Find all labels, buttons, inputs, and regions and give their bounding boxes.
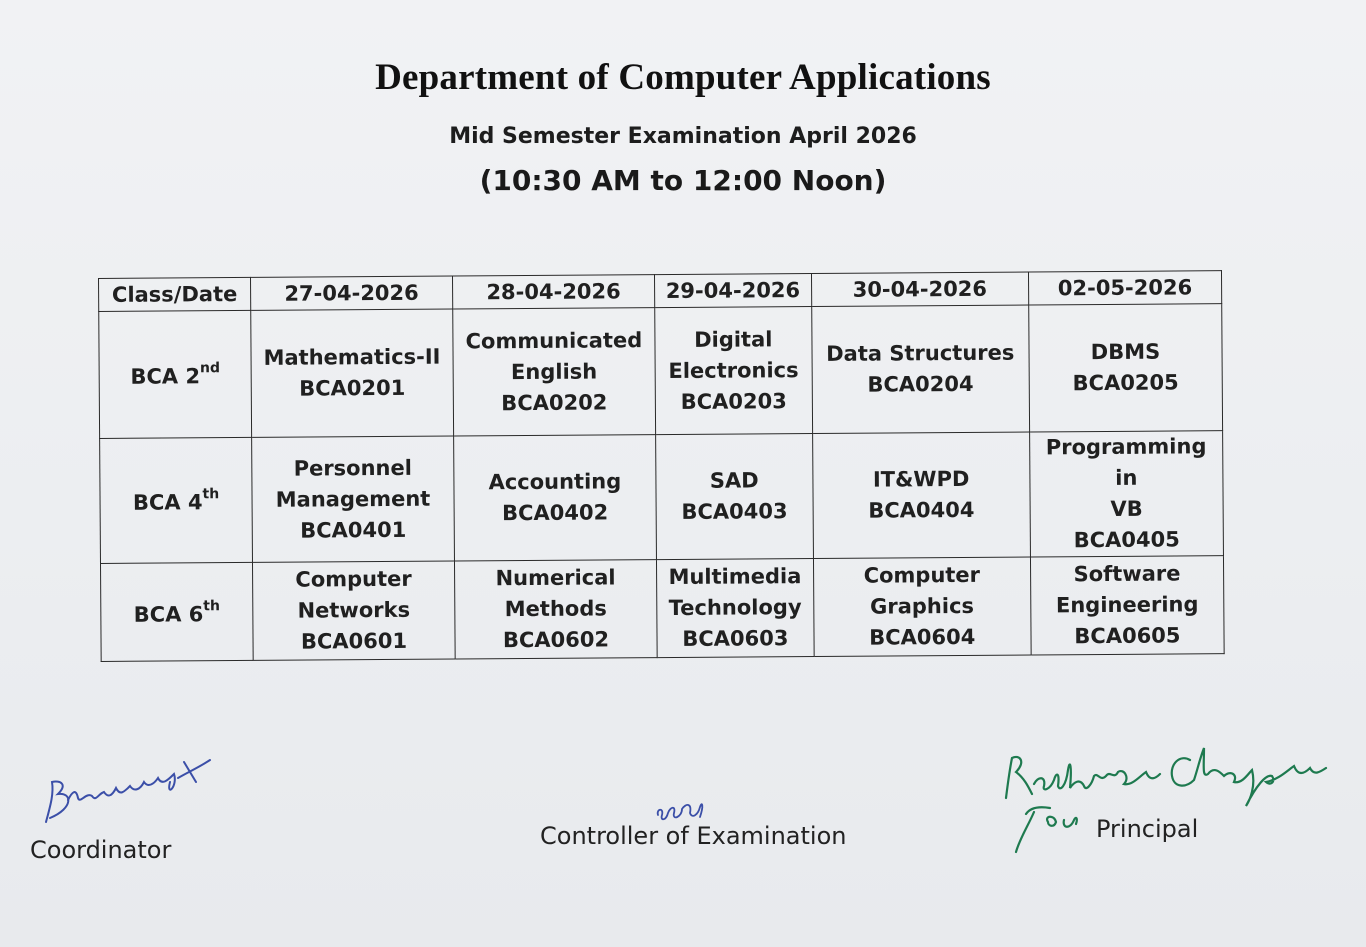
subject-name: Multimedia: [668, 564, 802, 590]
exam-cell: [253, 561, 455, 660]
exam-cell: [454, 560, 657, 659]
table-row: [99, 304, 1223, 439]
subject-name: Networks: [297, 597, 411, 623]
subject-code: BCA0404: [868, 497, 975, 523]
subject-name: Technology: [668, 595, 802, 621]
exam-cell: [251, 309, 454, 437]
column-header: 29-04-2026: [655, 274, 812, 308]
coordinator-label: Coordinator: [30, 836, 172, 864]
subject-code: BCA0405: [1073, 527, 1180, 553]
subject-code: BCA0203: [680, 388, 787, 414]
exam-cell: [813, 557, 1031, 657]
subject-name: Software: [1073, 561, 1181, 587]
controller-label: Controller of Examination: [540, 822, 847, 850]
subject-name: English: [510, 359, 598, 384]
subject-name: Numerical: [495, 565, 616, 591]
class-name: BCA 4: [132, 490, 203, 515]
subject-name: IT&WPD: [872, 466, 970, 492]
table-row: [100, 431, 1224, 564]
subject-code: BCA0401: [300, 517, 407, 543]
exam-cell: [811, 305, 1029, 434]
subject-name: Graphics: [869, 593, 975, 619]
exam-cell: [453, 308, 656, 436]
schedule-table: [98, 270, 1225, 662]
exam-cell: [812, 432, 1030, 559]
exam-cell: [453, 435, 656, 561]
exam-cell: [655, 307, 812, 435]
exam-cell: [657, 559, 814, 658]
exam-cell: [1030, 556, 1224, 655]
schedule-table-container: [98, 270, 1225, 662]
principal-label: Principal: [1096, 815, 1199, 843]
subject-code: BCA0202: [501, 389, 608, 415]
subject-name: Engineering: [1055, 592, 1199, 618]
class-suffix: nd: [199, 360, 221, 377]
subject-name: Data Structures: [826, 340, 1015, 366]
exam-cell: [252, 436, 455, 562]
exam-subtitle: Mid Semester Examination April 2026: [449, 124, 917, 149]
subject-code: BCA0201: [299, 375, 406, 401]
table-row: [100, 556, 1224, 662]
subject-name: Management: [275, 486, 431, 512]
class-suffix: th: [203, 597, 221, 614]
class-suffix: th: [202, 486, 220, 503]
subject-name: Communicated: [465, 327, 643, 353]
subject-name: Programming in: [1045, 434, 1207, 490]
subject-code: BCA0602: [502, 627, 610, 653]
subject-code: BCA0205: [1072, 370, 1179, 396]
subject-name: Electronics: [668, 357, 799, 383]
exam-time: (10:30 AM to 12:00 Noon): [479, 164, 887, 197]
subject-name: Accounting: [488, 469, 622, 495]
subject-code: BCA0601: [300, 628, 408, 654]
exam-cell: [1029, 304, 1223, 432]
subject-name: Personnel: [293, 455, 412, 481]
class-cell: [99, 310, 252, 438]
class-cell: [100, 437, 253, 563]
subject-code: BCA0403: [681, 499, 788, 524]
subject-name: VB: [1110, 496, 1143, 521]
subject-code: BCA0603: [682, 626, 789, 651]
column-header: 02-05-2026: [1028, 271, 1221, 305]
subject-code: BCA0605: [1074, 623, 1181, 649]
column-header: Class/Date: [99, 277, 251, 311]
column-header: 27-04-2026: [251, 276, 453, 310]
subject-code: BCA0204: [867, 371, 974, 397]
exam-cell: [656, 434, 813, 560]
class-name: BCA 6: [133, 601, 204, 627]
subject-name: SAD: [709, 468, 759, 493]
subject-name: Mathematics-II: [263, 344, 441, 370]
column-header: 28-04-2026: [452, 275, 654, 309]
exam-cell: [1029, 431, 1223, 557]
subject-code: BCA0402: [501, 500, 609, 526]
subject-name: Methods: [504, 596, 607, 622]
subject-name: DBMS: [1090, 339, 1161, 365]
subject-name: Computer: [295, 566, 412, 592]
subject-name: Computer: [863, 562, 981, 588]
column-header: 30-04-2026: [811, 272, 1028, 307]
class-cell: [100, 562, 253, 661]
coordinator-signature-scribble: [38, 752, 228, 832]
page-title: Department of Computer Applications: [375, 57, 991, 98]
subject-name: Digital: [694, 326, 773, 352]
subject-code: BCA0604: [869, 624, 976, 650]
class-name: BCA 2: [130, 364, 201, 389]
coordinator-signature: [38, 752, 228, 832]
